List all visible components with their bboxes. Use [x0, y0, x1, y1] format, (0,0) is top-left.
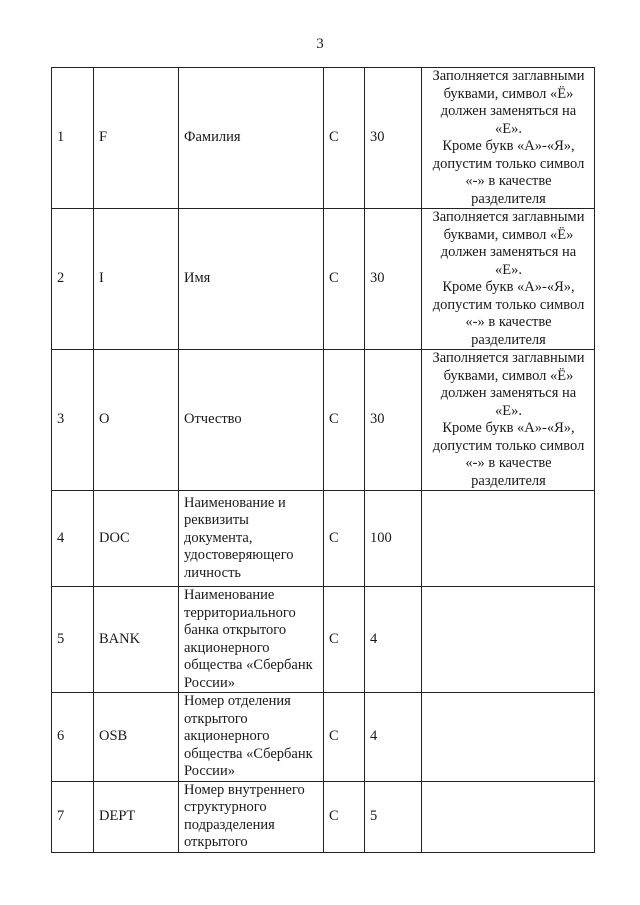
note-line: допустим только символ	[432, 437, 585, 454]
note-line: Заполняется заглавными	[432, 209, 585, 225]
page-number: 3	[316, 36, 324, 52]
field-type: C	[324, 209, 365, 350]
field-name: Наименование и реквизиты документа, удостоверяющего личность	[179, 491, 324, 587]
note-line: Заполняется заглавными	[432, 350, 585, 366]
table-row	[52, 491, 595, 587]
field-spec-table	[51, 67, 595, 853]
field-code: F	[94, 68, 179, 209]
field-length: 4	[365, 587, 422, 693]
row-number: 5	[52, 587, 94, 693]
field-note	[422, 350, 595, 491]
row-number: 4	[52, 491, 94, 587]
note-line: Кроме букв «А»-«Я»,	[442, 420, 575, 436]
field-type: C	[324, 491, 365, 587]
field-type: C	[324, 693, 365, 782]
note-line: буквами, символ «Ё»	[443, 85, 574, 102]
field-code: OSB	[94, 693, 179, 782]
table-row	[52, 350, 595, 491]
note-line: «Е».	[495, 120, 522, 137]
note-line: буквами, символ «Ё»	[443, 367, 574, 384]
field-name: Наименование территориального банка открытого акционерного общества «Сбербанк России»	[179, 587, 324, 693]
field-code: DEPT	[94, 781, 179, 852]
row-number: 2	[52, 209, 94, 350]
field-code: I	[94, 209, 179, 350]
table-row	[52, 781, 595, 852]
note-line: должен заменяться на	[440, 103, 577, 119]
note-line: разделителя	[471, 472, 546, 489]
table-row	[52, 68, 595, 209]
field-note	[422, 209, 595, 350]
note-line: допустим только символ	[432, 155, 585, 172]
note-line: должен заменяться на	[440, 385, 577, 401]
field-length: 30	[365, 68, 422, 209]
field-code: O	[94, 350, 179, 491]
note-line: «Е».	[495, 402, 522, 419]
note-line: разделителя	[471, 190, 546, 207]
field-note	[422, 781, 595, 852]
table-row	[52, 693, 595, 782]
table-row	[52, 587, 595, 693]
field-length: 30	[365, 209, 422, 350]
field-name: Отчество	[179, 350, 324, 491]
field-length: 100	[365, 491, 422, 587]
field-name: Имя	[179, 209, 324, 350]
note-line: Кроме букв «А»-«Я»,	[442, 138, 575, 154]
note-line: разделителя	[471, 331, 546, 348]
row-number: 1	[52, 68, 94, 209]
note-line: «Е».	[495, 261, 522, 278]
note-line: допустим только символ	[432, 296, 585, 313]
field-note	[422, 68, 595, 209]
field-type: C	[324, 781, 365, 852]
field-length: 30	[365, 350, 422, 491]
field-note	[422, 693, 595, 782]
field-code: DOC	[94, 491, 179, 587]
note-line: «-» в качестве	[465, 173, 552, 189]
field-type: C	[324, 68, 365, 209]
field-type: C	[324, 350, 365, 491]
row-number: 3	[52, 350, 94, 491]
note-line: «-» в качестве	[465, 314, 552, 330]
row-number: 6	[52, 693, 94, 782]
field-name: Номер внутреннего структурного подразделения открытого	[179, 781, 324, 852]
row-number: 7	[52, 781, 94, 852]
field-code: BANK	[94, 587, 179, 693]
note-line: «-» в качестве	[465, 455, 552, 471]
note-line: Кроме букв «А»-«Я»,	[442, 279, 575, 295]
field-length: 5	[365, 781, 422, 852]
field-name: Номер отделения открытого акционерного общества «Сбербанк России»	[179, 693, 324, 782]
field-type: C	[324, 587, 365, 693]
field-note	[422, 587, 595, 693]
field-note	[422, 491, 595, 587]
field-name: Фамилия	[179, 68, 324, 209]
field-length: 4	[365, 693, 422, 782]
note-line: буквами, символ «Ё»	[443, 226, 574, 243]
note-line: должен заменяться на	[440, 244, 577, 260]
table-row	[52, 209, 595, 350]
note-line: Заполняется заглавными	[432, 68, 585, 84]
